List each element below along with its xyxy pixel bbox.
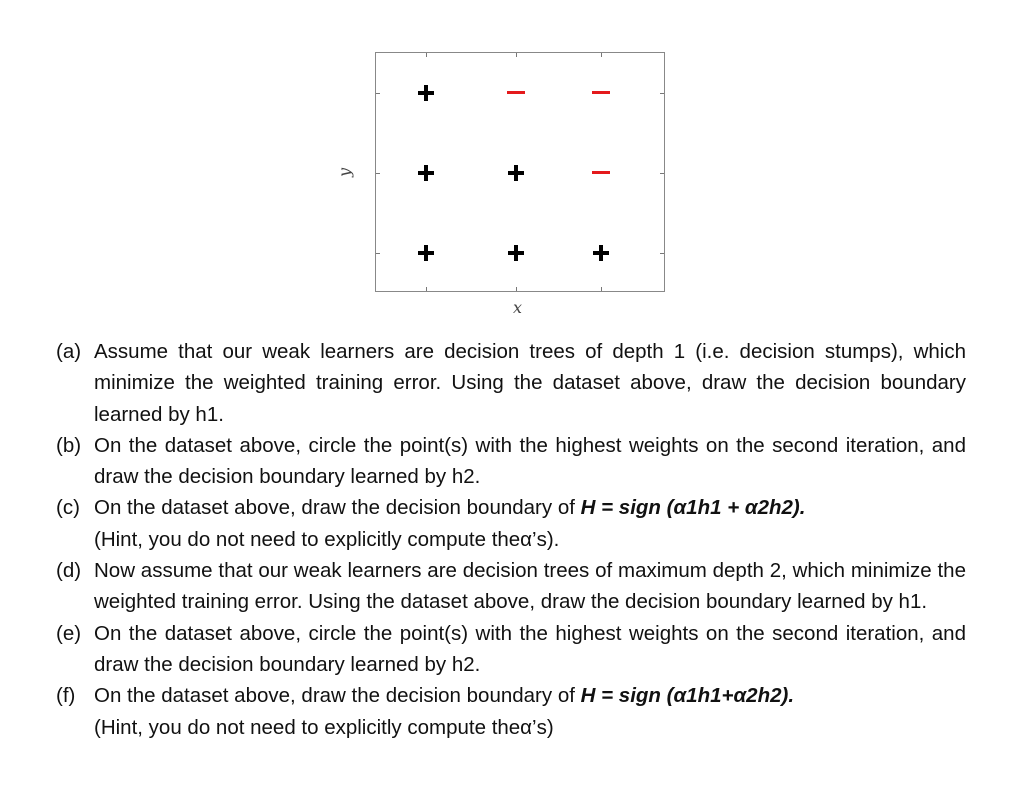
plot-area <box>375 52 665 292</box>
plus-point <box>505 242 527 264</box>
tick <box>660 93 664 94</box>
x-axis-label: x <box>513 298 523 317</box>
plus-point <box>590 242 612 264</box>
plus-point <box>415 162 437 184</box>
tick <box>516 53 517 57</box>
question-label: (a) <box>56 340 82 363</box>
question-label: (b) <box>56 433 82 457</box>
question-text: On the dataset above, circle the point(s) with the highest weights on the second iteration, and draw the decision boundary learned by h2. <box>94 433 966 489</box>
plus-point <box>415 82 437 104</box>
dataset-figure <box>330 40 710 330</box>
minus-point <box>505 82 527 104</box>
question-formula: H = sign (α1h1+α2h2). <box>580 684 795 708</box>
question-item <box>56 336 966 430</box>
question-formula: H = sign (α1h1 + α2h2). <box>580 496 806 520</box>
minus-point <box>590 82 612 104</box>
question-hint: (Hint, you do not need to explicitly compute theα’s) <box>94 715 554 739</box>
question-item <box>56 430 966 493</box>
tick <box>660 253 664 254</box>
question-label: (c) <box>56 496 80 520</box>
y-axis-label: y <box>335 167 355 178</box>
question-item <box>56 555 966 618</box>
question-text: On the dataset above, draw the decision boundary of <box>94 496 581 520</box>
tick <box>660 173 664 174</box>
plus-point <box>415 242 437 264</box>
question-text: Assume that our weak learners are decision trees of depth 1 (i.e. decision stumps), which minimize the weighted training error. Using the dataset above, draw the decision boundary learned by h1. <box>94 340 966 426</box>
tick <box>376 93 380 94</box>
question-list <box>56 336 966 743</box>
question-text: Now assume that our weak learners are decision trees of maximum depth 2, which minimize the weighted training error. Using the dataset above, draw the decision boundary learned by h1. <box>94 559 966 614</box>
tick <box>376 253 380 254</box>
question-hint: (Hint, you do not need to explicitly compute theα’s). <box>94 527 560 551</box>
question-text: On the dataset above, circle the point(s) with the highest weights on the second iteration, and draw the decision boundary learned by h2. <box>94 621 966 676</box>
plus-point <box>505 162 527 184</box>
question-item <box>56 492 966 555</box>
question-item <box>56 618 966 681</box>
question-text: On the dataset above, draw the decision boundary of <box>94 684 581 708</box>
tick <box>601 53 602 57</box>
question-label: (d) <box>56 559 82 583</box>
question-item <box>56 680 966 743</box>
minus-point <box>590 162 612 184</box>
question-label: (f) <box>56 684 76 708</box>
tick <box>516 287 517 291</box>
tick <box>426 287 427 291</box>
tick <box>601 287 602 291</box>
tick <box>426 53 427 57</box>
tick <box>376 173 380 174</box>
question-label: (e) <box>56 621 82 645</box>
